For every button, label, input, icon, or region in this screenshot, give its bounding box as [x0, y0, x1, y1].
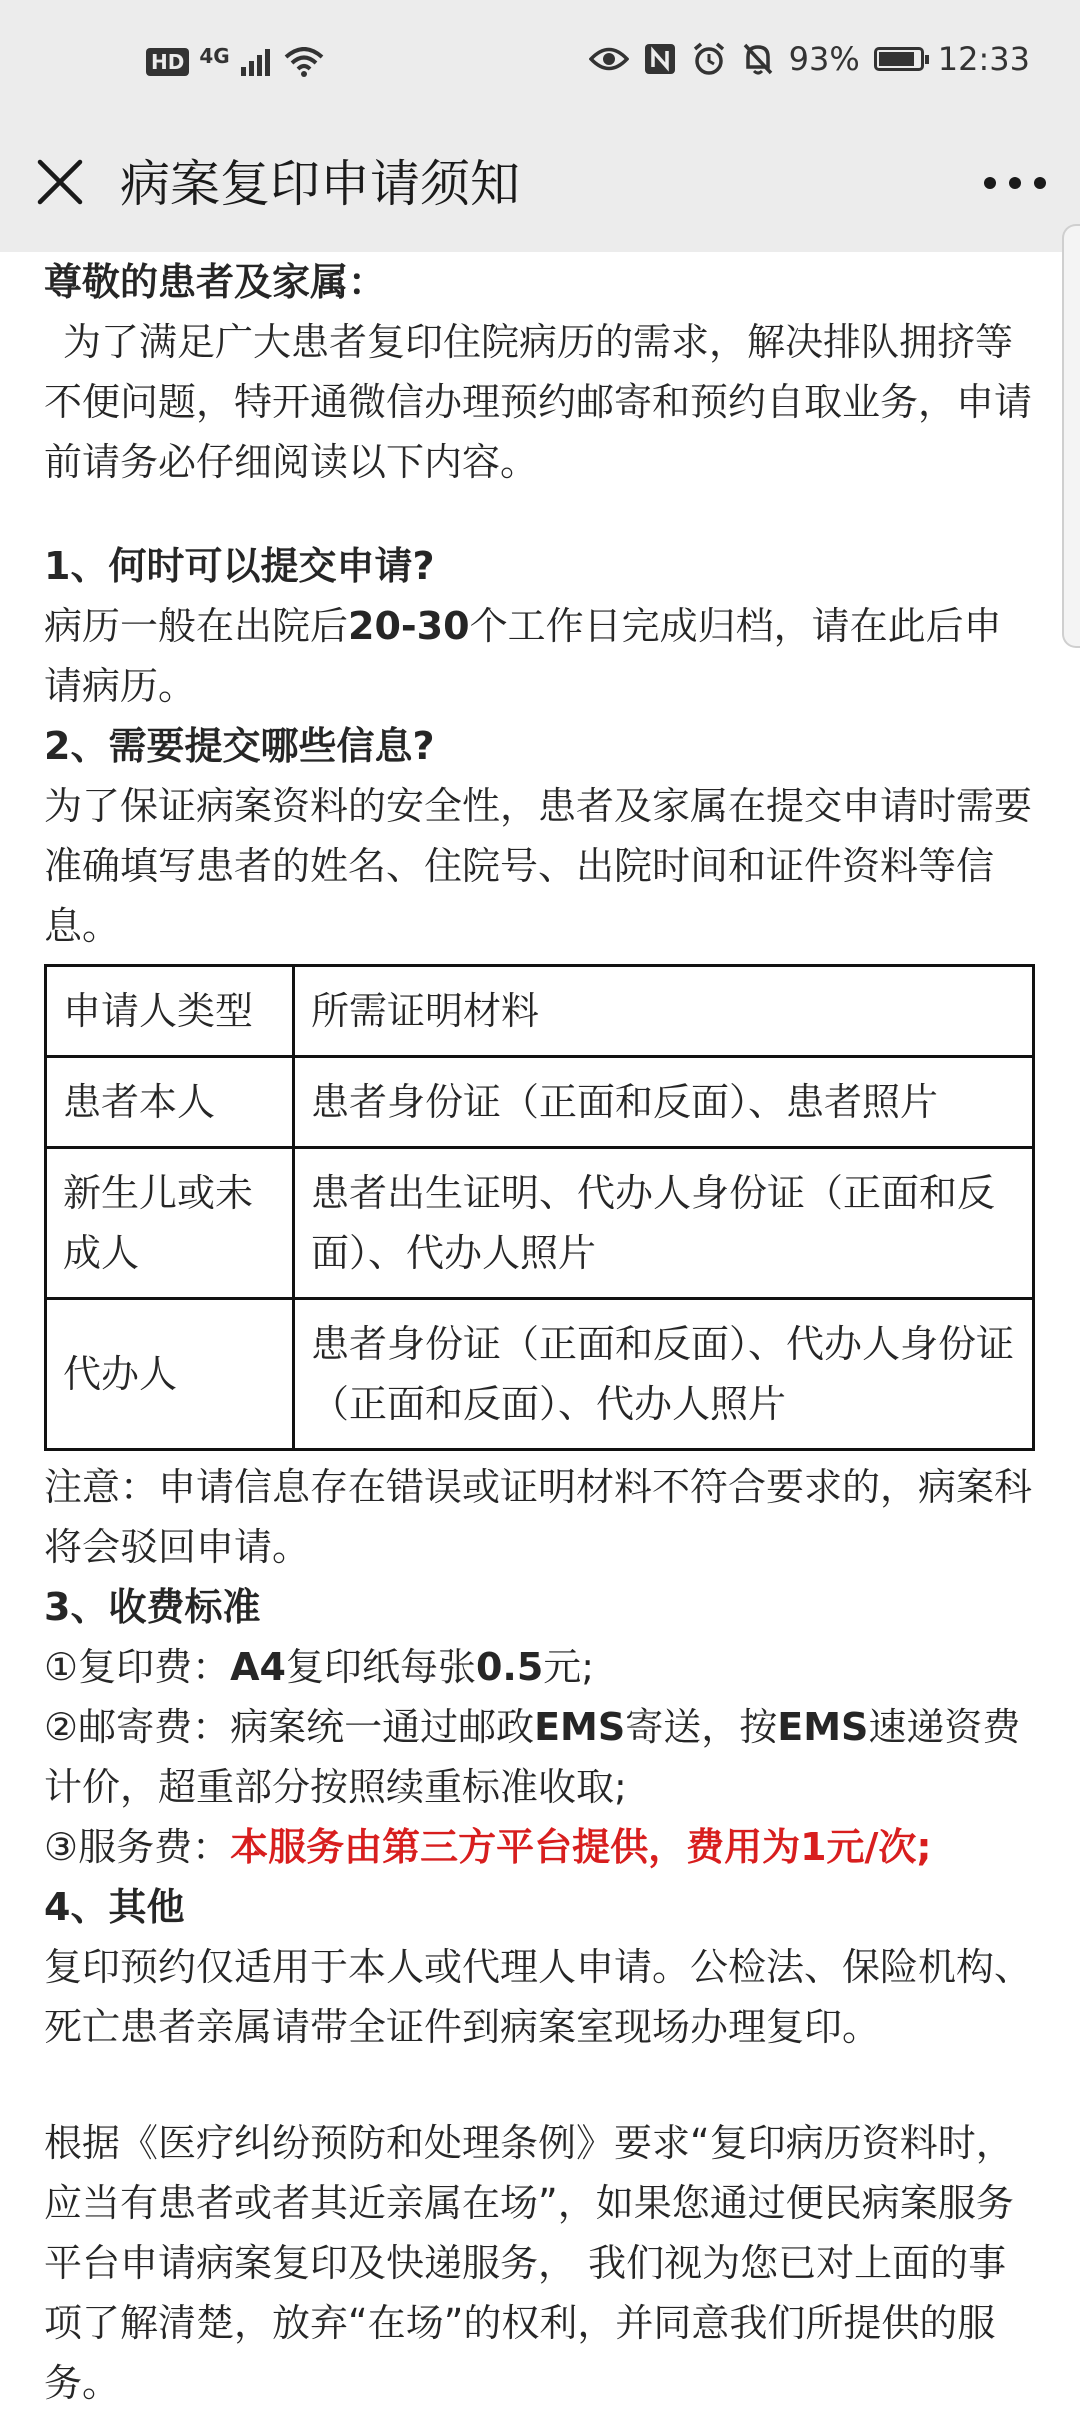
network-type: 4G: [199, 44, 230, 68]
signal-icon: [240, 47, 274, 77]
fee1-label: ①复印费：: [44, 1645, 231, 1689]
table-row: [46, 1057, 1034, 1148]
table-header-row: [46, 966, 1034, 1057]
fee1-mid: 复印纸每张: [285, 1645, 476, 1689]
fee-copy: [44, 1637, 1036, 1697]
section-2-body: 为了保证病案资料的安全性，患者及家属在提交申请时需要准确填写患者的姓名、住院号、出院时间和证件资料等信息。: [44, 784, 1033, 948]
section-4-body: 复印预约仅适用于本人或代理人申请。公检法、保险机构、死亡患者亲属请带全证件到病案室现场办理复印。: [44, 1945, 1033, 2049]
status-bar: [0, 0, 1080, 120]
close-icon[interactable]: [30, 152, 90, 212]
mute-bell-icon: [741, 41, 775, 77]
page-title: 病案复印申请须知: [120, 155, 520, 213]
notice-content: [44, 252, 1036, 2413]
requirements-table: [44, 964, 1035, 1451]
table-header-cell: 申请人类型: [46, 966, 294, 1057]
fee2-ems-2: EMS: [777, 1705, 869, 1749]
table-cell-type: 新生儿或未成人: [46, 1148, 294, 1299]
fee1-unit: 元;: [543, 1645, 595, 1689]
table-row: [46, 1299, 1034, 1450]
section-3-title: 3、收费标准: [44, 1585, 261, 1629]
table-cell-type: 患者本人: [46, 1057, 294, 1148]
table-header-cell: 所需证明材料: [294, 966, 1034, 1057]
s1-suffix: 个工作日完成归档，请在此后申请病历。: [44, 604, 1002, 708]
nav-bar: [0, 120, 1080, 252]
fee1-a4: A4: [230, 1645, 286, 1689]
fee3-label: ③服务费：: [44, 1825, 231, 1869]
clock: 12:33: [937, 40, 1030, 78]
spacer: [44, 492, 1036, 536]
table-cell-materials: 患者身份证（正面和反面）、代办人身份证（正面和反面）、代办人照片: [294, 1299, 1034, 1450]
wifi-icon: [284, 47, 324, 77]
section-2-title: 2、需要提交哪些信息?: [44, 724, 435, 768]
fee2-mid: 寄送，按: [625, 1705, 778, 1749]
table-cell-type: 代办人: [46, 1299, 294, 1450]
battery-percent: 93%: [788, 40, 860, 78]
status-left: [146, 44, 324, 80]
intro-text: 为了满足广大患者复印住院病历的需求，解决排队拥挤等不便问题，特开通微信办理预约邮寄和预约自取业务，申请前请务必仔细阅读以下内容。: [44, 320, 1033, 484]
more-icon[interactable]: [982, 168, 1048, 198]
note: 注意：申请信息存在错误或证明材料不符合要求的，病案科将会驳回申请。: [44, 1465, 1033, 1569]
intro-paragraph: [44, 312, 1036, 492]
hd-badge: HD: [146, 48, 189, 76]
legal-paragraph: 根据《医疗纠纷预防和处理条例》要求“复印病历资料时，应当有患者或者其近亲属在场”，如果您通过便民病案服务平台申请病案复印及快递服务， 我们视为您已对上面的事项了解清楚，放弃“在场”的权利，并同意我们所提供的服务。: [44, 2121, 1014, 2405]
section-1-title: 1、何时可以提交申请?: [44, 544, 435, 588]
section-1-body: [44, 596, 1036, 716]
table-cell-materials: 患者身份证（正面和反面）、患者照片: [294, 1057, 1034, 1148]
status-right: [589, 40, 1030, 78]
fee2-tail: 速递资费计价，超重部分按照续重标准收取;: [44, 1705, 1021, 1809]
fee-mail: [44, 1697, 1036, 1817]
salutation: 尊敬的患者及家属：: [44, 260, 387, 304]
fee2-ems: EMS: [534, 1705, 626, 1749]
fee3-highlight: 本服务由第三方平台提供，费用为1元/次;: [230, 1825, 932, 1869]
nfc-icon: [643, 42, 677, 76]
table-row: [46, 1148, 1034, 1299]
spacer: [44, 2057, 1036, 2113]
s1-days: 20-30: [348, 604, 470, 648]
scroll-indicator: [1062, 224, 1080, 648]
section-4-title: 4、其他: [44, 1885, 185, 1929]
table-cell-materials: 患者出生证明、代办人身份证（正面和反面）、代办人照片: [294, 1148, 1034, 1299]
eye-icon: [589, 44, 629, 74]
fee-service: [44, 1817, 1036, 1877]
s1-prefix: 病历一般在出院后: [44, 604, 349, 648]
fee1-price: 0.5: [475, 1645, 544, 1689]
battery-icon: [874, 47, 924, 71]
alarm-icon: [691, 41, 727, 77]
fee2-label: ②邮寄费：病案统一通过邮政: [44, 1705, 535, 1749]
